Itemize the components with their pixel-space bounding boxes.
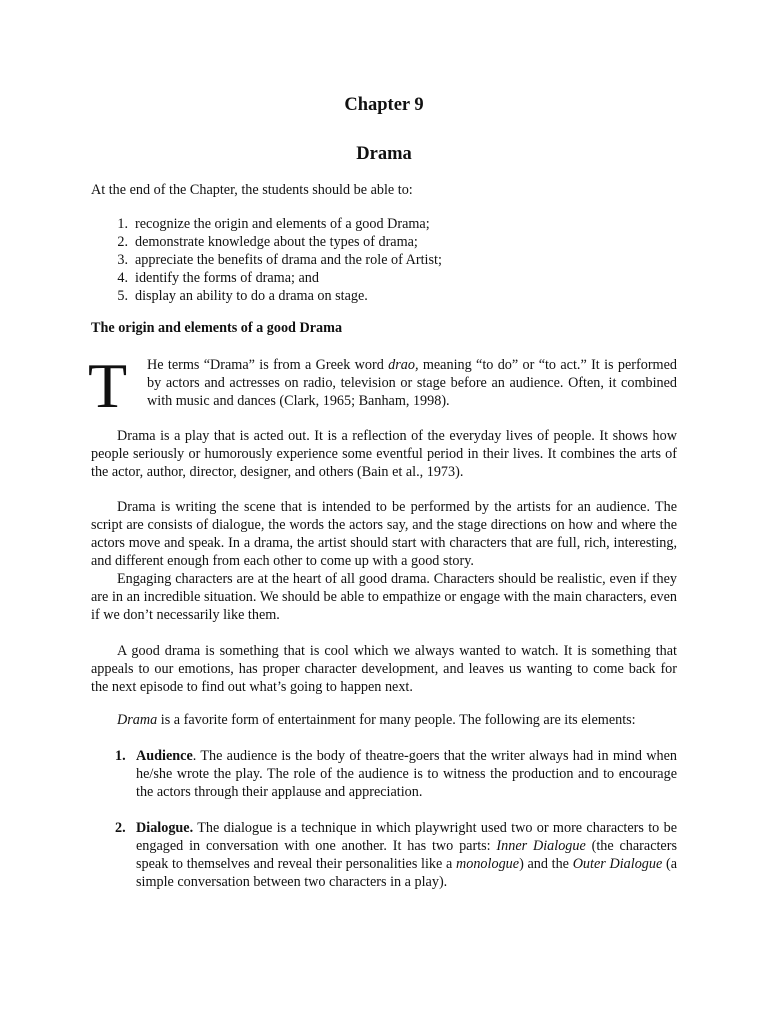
- objective-item: [91, 287, 691, 305]
- element-term: Audience: [136, 748, 193, 764]
- opening-text-b: meaning “to do” or “to act.” It is performed by actors and actresses on radio, television or stage before an audience. Often, it combined with music and dances (Clark, 1965; Banham, 1998).: [147, 357, 677, 409]
- element-emphasis: Inner Dialogue: [496, 838, 586, 854]
- objective-text: recognize the origin and elements of a good Drama;: [135, 216, 430, 232]
- elements-intro-text: is a favorite form of entertainment for many people. The following are its elements:: [157, 712, 636, 728]
- objective-item: [91, 251, 691, 269]
- objective-number: 4.: [117, 270, 128, 286]
- objective-number: 2.: [117, 234, 128, 250]
- element-text: (a simple conversation between two characters in a play).: [136, 856, 677, 890]
- objective-text: display an ability to do a drama on stage.: [135, 288, 368, 304]
- section-heading: The origin and elements of a good Drama: [91, 320, 343, 336]
- elements-intro-term: Drama: [117, 712, 158, 728]
- objective-number: 3.: [117, 252, 128, 268]
- objective-item: [91, 215, 691, 233]
- objective-item: [91, 233, 691, 251]
- element-text: The dialogue is a technique in which playwright used two or more characters to be engaged in conversation with one another. It has two parts:: [136, 820, 677, 854]
- elements-list: [91, 747, 677, 909]
- body-paragraph: Drama is writing the scene that is intended to be performed by the artists for an audience. The script are consists of dialogue, the words the actors say, and the stage directions on how and where the actors move and speak. In a drama, the artist should start with characters that are full, rich, interesting, and different enough from each other to come up with a good story.: [91, 499, 677, 569]
- objectives-intro: At the end of the Chapter, the students should be able to:: [91, 182, 413, 198]
- element-emphasis: monologue: [456, 856, 520, 872]
- chapter-heading: Chapter 9: [344, 95, 424, 115]
- objective-text: demonstrate knowledge about the types of drama;: [135, 234, 418, 250]
- element-term: Dialogue.: [136, 820, 194, 836]
- page-title: Drama: [356, 144, 412, 164]
- drop-cap: T: [88, 350, 128, 421]
- element-item: [91, 747, 677, 801]
- greek-term: drao,: [388, 357, 419, 373]
- element-text: . The audience is the body of theatre-goers that the writer always had in mind when he/she wrote the play. The role of the audience is to witness the production and to encourage the actors through their applause and appreciation.: [136, 748, 677, 800]
- body-paragraph: Engaging characters are at the heart of all good drama. Characters should be realistic, even if they are in an incredible situation. We should be able to empathize or engage with the main characters, even if we don’t necessarily like them.: [91, 571, 677, 623]
- objective-text: appreciate the benefits of drama and the role of Artist;: [135, 252, 442, 268]
- objective-item: [91, 269, 691, 287]
- opening-paragraph: [147, 356, 677, 410]
- element-emphasis: Outer Dialogue: [572, 856, 663, 872]
- objective-text: identify the forms of drama; and: [135, 270, 319, 286]
- element-text: (the characters speak to themselves and reveal their personalities like a: [136, 838, 677, 872]
- elements-intro: [91, 711, 677, 729]
- opening-text-a: He terms “Drama” is from a Greek word: [147, 357, 389, 373]
- element-text: ) and the: [519, 856, 573, 872]
- body-paragraph: A good drama is something that is cool which we always wanted to watch. It is something that appeals to our emotions, has proper character development, and leaves us wanting to come back for the next episode to find out what’s going to happen next.: [91, 643, 677, 695]
- objectives-list: [91, 215, 691, 305]
- objective-number: 5.: [117, 288, 128, 304]
- element-number: 1.: [115, 748, 126, 764]
- element-item: [91, 819, 677, 891]
- element-number: 2.: [115, 820, 126, 836]
- objective-number: 1.: [117, 216, 128, 232]
- body-paragraph: Drama is a play that is acted out. It is a reflection of the everyday lives of people. It shows how people seriously or humorously experience some eventful period in their lives. It combines the arts of the actor, author, director, designer, and others (Bain et al., 1973).: [91, 428, 677, 480]
